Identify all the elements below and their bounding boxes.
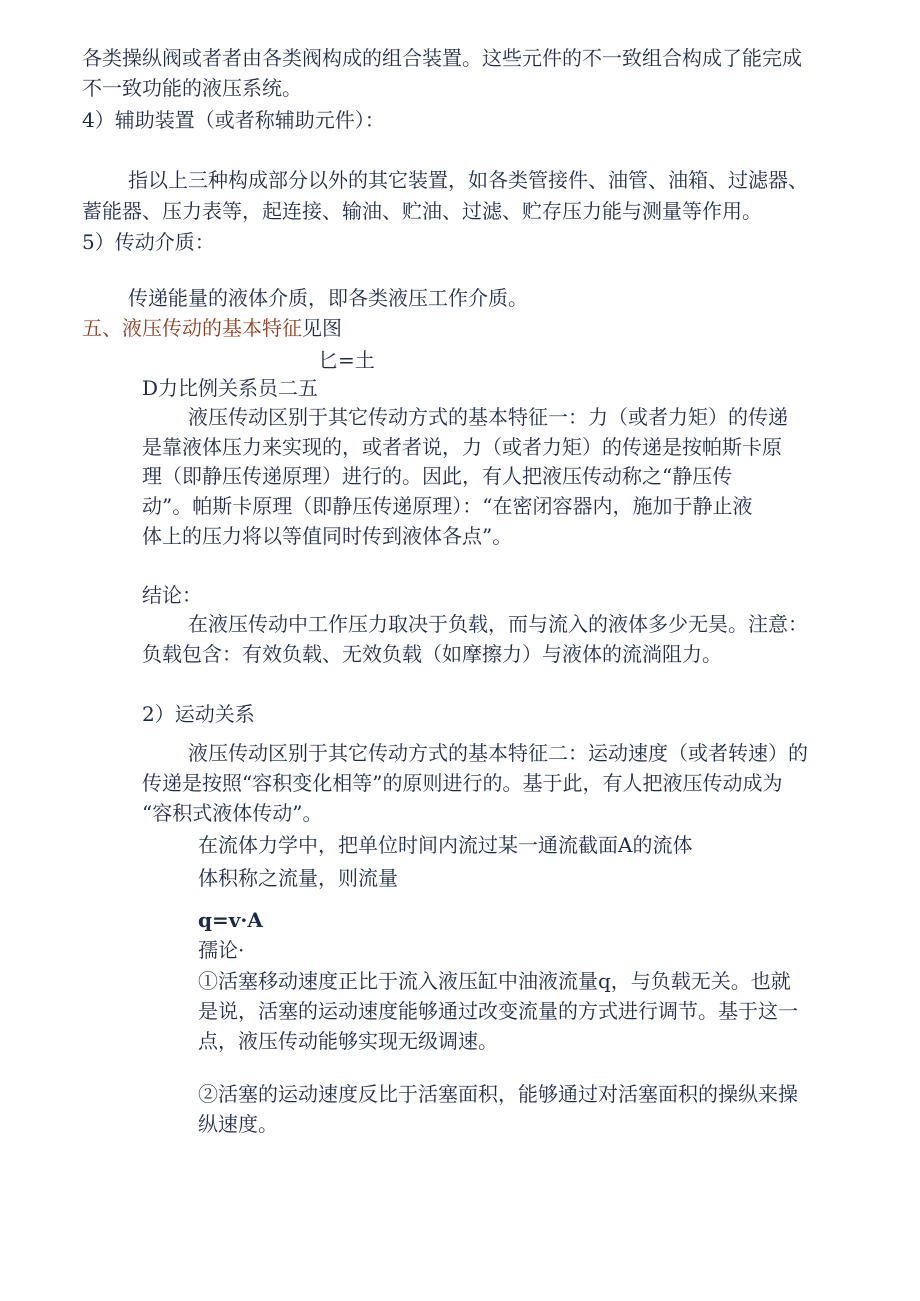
text-line: “容积式液体传动”。 xyxy=(142,801,323,825)
section-heading: 4）辅助装置（或者称辅助元件）： xyxy=(82,108,385,132)
chapter-title: 五、液压传动的基本特征 xyxy=(82,316,302,340)
text-line: 是说，活塞的运动速度能够通过改变流量的方式进行调节。基于这一 xyxy=(198,999,798,1023)
text-line: 动”。帕斯卡原理（即静压传递原理）：“在密闭容器内，施加于静止液 xyxy=(142,494,753,518)
text-line: 蓄能器、压力表等，起连接、输油、贮油、过滤、贮存压力能与测量等作用。 xyxy=(82,199,762,223)
text-line: ②活塞的运动速度反比于活塞面积，能够通过对活塞面积的操纵来操 xyxy=(198,1082,798,1106)
section-heading: D力比例关系员二五 xyxy=(142,376,319,400)
section-heading: 2）运动关系 xyxy=(142,702,255,726)
text-line: 理（即静压传递原理）进行的。因此，有人把液压传动称之“静压传 xyxy=(142,464,733,488)
text-line: ①活塞移动速度正比于流入液压缸中油液流量q，与负载无关。也就 xyxy=(198,969,791,993)
text-line: 液压传动区别于其它传动方式的基本特征一：力（或者力矩）的传递 xyxy=(188,405,788,429)
text-line: 是靠液体压力来实现的，或者者说，力（或者力矩）的传递是按帕斯卡原 xyxy=(142,435,782,459)
chapter-heading xyxy=(82,313,342,343)
text-line: 点，液压传动能够实现无级调速。 xyxy=(198,1029,498,1053)
figure-reference: 见图 xyxy=(302,316,342,340)
text-line: 各类操纵阀或者者由各类阀构成的组合装置。这些元件的不一致组合构成了能完成 xyxy=(82,46,802,70)
text-line: 传递是按照“容积变化相等”的原则进行的。基于此，有人把液压传动成为 xyxy=(142,771,783,795)
text-line: 纵速度。 xyxy=(198,1112,278,1136)
flow-formula: q=v·A xyxy=(198,908,263,932)
text-line: 在液压传动中工作压力取决于负载，而与流入的液体多少无昊。注意： xyxy=(188,612,808,636)
text-line: 不一致功能的液压系统。 xyxy=(82,76,302,100)
conclusion-label: 孺论· xyxy=(198,938,245,962)
text-line: 负载包含：有效负载、无效负载（如摩擦力）与液体的流淌阻力。 xyxy=(142,642,722,666)
text-line: 在流体力学中，把单位时间内流过某一通流截面A的流体 xyxy=(198,833,693,857)
section-heading: 5）传动介质： xyxy=(82,230,215,254)
text-line: 传递能量的液体介质，即各类液压工作介质。 xyxy=(128,286,528,310)
text-line: 体积称之流量，则流量 xyxy=(198,866,398,890)
text-line: 体上的压力将以等值同时传到液体各点”。 xyxy=(142,524,513,548)
formula-fragment: 匕=土 xyxy=(318,348,375,372)
text-line: 指以上三种构成部分以外的其它装置，如各类管接件、油管、油箱、过滤器、 xyxy=(128,168,808,192)
text-line: 液压传动区别于其它传动方式的基本特征二：运动速度（或者转速）的 xyxy=(188,741,808,765)
conclusion-label: 结论： xyxy=(142,583,202,607)
